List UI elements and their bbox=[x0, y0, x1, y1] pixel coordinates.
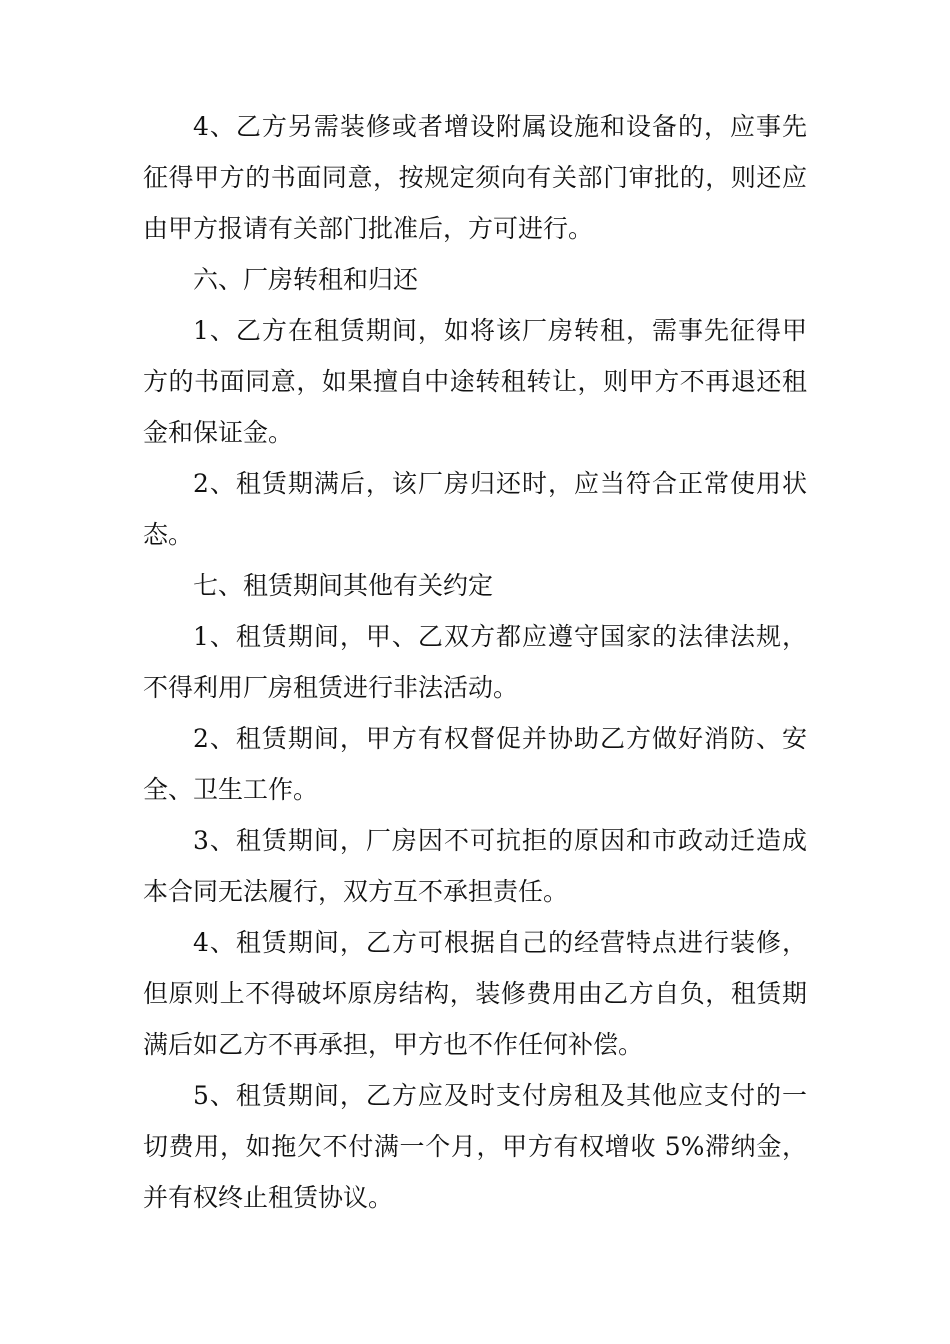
clause-7-3: 3、租赁期间，厂房因不可抗拒的原因和市政动迁造成本合同无法履行，双方互不承担责任。 bbox=[143, 826, 807, 906]
clause-7-4: 4、租赁期间，乙方可根据自己的经营特点进行装修，但原则上不得破坏原房结构，装修费用由乙方自负，租赁期满后如乙方不再承担，甲方也不作任何补偿。 bbox=[143, 928, 807, 1059]
clause-7-1: 1、租赁期间，甲、乙双方都应遵守国家的法律法规，不得利用厂房租赁进行非法活动。 bbox=[143, 622, 807, 702]
clause-5-4: 4、乙方另需装修或者增设附属设施和设备的，应事先征得甲方的书面同意，按规定须向有关部门审批的，则还应由甲方报请有关部门批准后，方可进行。 bbox=[143, 112, 807, 243]
document-body bbox=[143, 101, 807, 1223]
clause-7-2: 2、租赁期间，甲方有权督促并协助乙方做好消防、安全、卫生工作。 bbox=[143, 724, 807, 804]
clause-6-1: 1、乙方在租赁期间，如将该厂房转租，需事先征得甲方的书面同意，如果擅自中途转租转让，则甲方不再退还租金和保证金。 bbox=[143, 316, 807, 447]
section-heading-6: 六、厂房转租和归还 bbox=[193, 265, 419, 294]
clause-7-5: 5、租赁期间，乙方应及时支付房租及其他应支付的一切费用，如拖欠不付满一个月，甲方有权增收 5%滞纳金，并有权终止租赁协议。 bbox=[143, 1081, 807, 1212]
clause-6-2: 2、租赁期满后，该厂房归还时，应当符合正常使用状态。 bbox=[143, 469, 807, 549]
section-heading-7: 七、租赁期间其他有关约定 bbox=[193, 571, 494, 600]
